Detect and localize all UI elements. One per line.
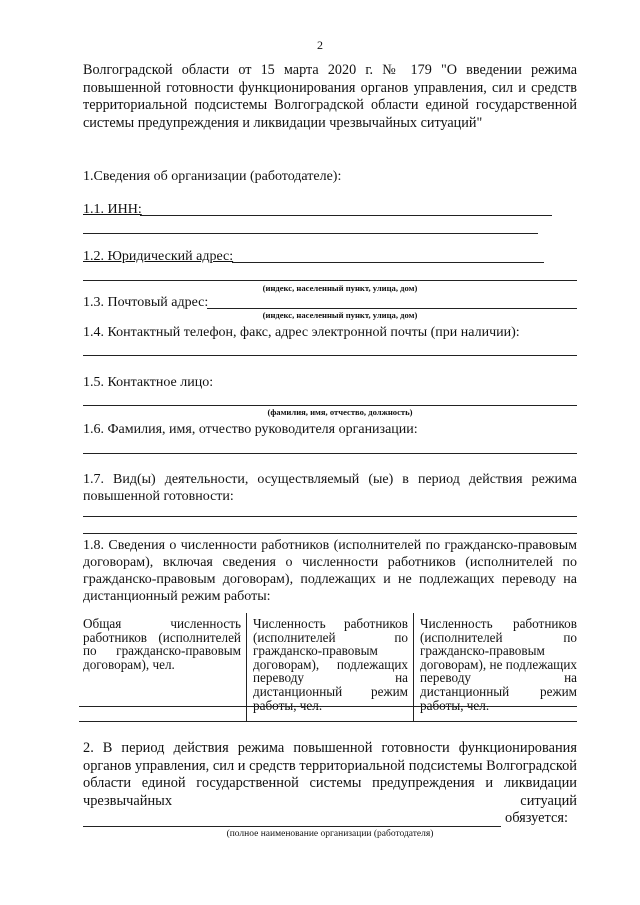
contact-person-input-line[interactable] bbox=[83, 405, 577, 406]
org-name-hint: (полное наименование организации (работодателя) bbox=[226, 829, 434, 839]
postal-address-hint: (индекс, населенный пункт, улица, дом) bbox=[262, 310, 418, 320]
activity-input-line[interactable] bbox=[83, 516, 577, 517]
table-cell-not-remote[interactable] bbox=[415, 707, 577, 721]
legal-address-input-line-2[interactable] bbox=[83, 280, 577, 281]
activity-label: 1.7. Вид(ы) деятельности, осуществляемый (ые) в период действия режима повышенной готовности: bbox=[83, 472, 577, 504]
org-name-input-line[interactable] bbox=[83, 826, 501, 827]
postal-address-input-line[interactable] bbox=[207, 308, 577, 309]
obliges-text: обязуется: bbox=[505, 810, 569, 826]
inn-input-line[interactable] bbox=[140, 215, 552, 216]
legal-address-hint: (индекс, населенный пункт, улица, дом) bbox=[262, 283, 418, 293]
intro-text: Волгоградской области от 15 марта 2020 г. № 179 "О введении режима повышенной готовности функционирования органов управления, сил и средств территориальной подсистемы Волгоградской области единой государственной системы предупреждения и ликвидации чрезвычайных ситуаций" bbox=[83, 62, 577, 131]
postal-address-label: 1.3. Почтовый адрес: bbox=[83, 295, 209, 310]
table-cell-total[interactable] bbox=[83, 707, 245, 721]
section2-text: 2. В период действия режима повышенной готовности функционирования органов управления, сил и средств территориальной подсистемы Волгоградской области единой государственной системы предупреждения и ликвидации чрезвычайных ситуаций bbox=[83, 740, 577, 809]
table-header-remote: Численность работников (исполнителей по гражданско-правовым договорам), подлежащих переводу на дистанционный режим работы, чел. bbox=[253, 616, 408, 713]
contact-person-label: 1.5. Контактное лицо: bbox=[83, 375, 214, 390]
head-name-label: 1.6. Фамилия, имя, отчество руководителя организации: bbox=[83, 422, 418, 437]
inn-input-line-2[interactable] bbox=[83, 233, 538, 234]
table-header-not-remote: Численность работников (исполнителей по гражданско-правовым договорам), не подлежащих переводу на дистанционный режим работы, чел. bbox=[420, 616, 577, 713]
contacts-input-line[interactable] bbox=[83, 355, 577, 356]
table-header-total: Общая численность работников (исполнителей по гражданско-правовым договорам), чел. bbox=[83, 616, 241, 672]
activity-input-line-2[interactable] bbox=[83, 533, 577, 534]
page-number: 2 bbox=[317, 38, 323, 52]
inn-label: 1.1. ИНН: bbox=[83, 202, 142, 217]
contact-person-hint: (фамилия, имя, отчество, должность) bbox=[267, 407, 413, 417]
legal-address-label: 1.2. Юридический адрес: bbox=[83, 249, 234, 264]
table-bottom-border bbox=[79, 721, 577, 722]
contacts-label: 1.4. Контактный телефон, факс, адрес электронной почты (при наличии): bbox=[83, 325, 520, 340]
workers-table bbox=[83, 613, 577, 722]
legal-address-input-line[interactable] bbox=[232, 262, 544, 263]
table-cell-remote[interactable] bbox=[248, 707, 412, 721]
section1-title: 1.Сведения об организации (работодателе): bbox=[83, 169, 342, 184]
workers-info-label: 1.8. Сведения о численности работников (исполнителей по гражданско-правовым договорам), включая сведения о численности работников (исполнителей по гражданско-правовым договорам), подлежащих и не подлежащих переводу на дистанционный режим работы: bbox=[83, 538, 577, 604]
head-name-input-line[interactable] bbox=[83, 453, 577, 454]
